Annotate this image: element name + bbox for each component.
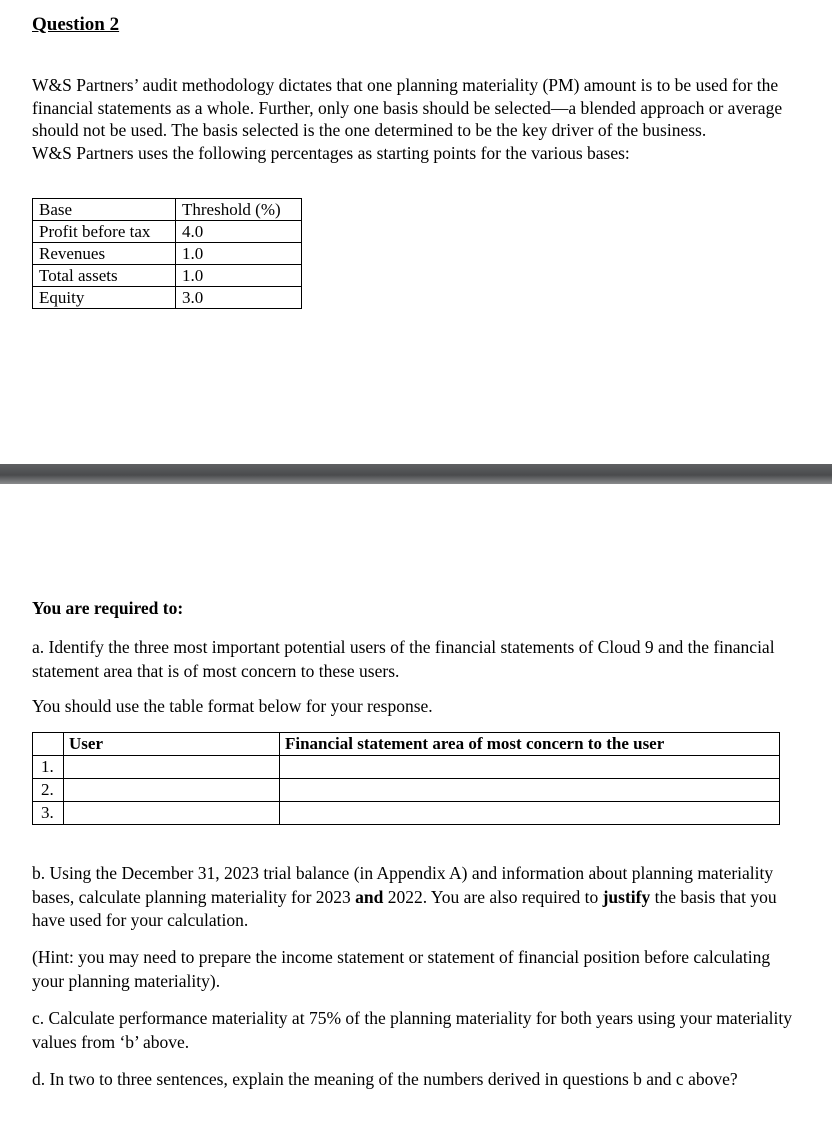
header-threshold: Threshold (%) [176,199,302,221]
table-row [33,756,780,779]
part-b-text-2: 2022. You are also required to [383,886,603,907]
header-fs-area: Financial statement area of most concern to the user [280,733,780,756]
page-divider [0,464,832,484]
intro-text [32,74,792,164]
table-row [33,802,780,825]
table-row [33,243,302,265]
table-row [33,287,302,309]
fs-area-cell[interactable] [280,756,780,779]
part-b-justify: justify [602,886,651,907]
fs-area-cell[interactable] [280,779,780,802]
base-cell: Profit before tax [33,221,176,243]
threshold-cell: 1.0 [176,243,302,265]
user-cell[interactable] [64,802,280,825]
row-number: 3. [33,802,64,825]
table-row [33,779,780,802]
part-a-text: a. Identify the three most important potential users of the financial statements of Cloud 9 and the financial statement area that is of most concern to these users. [32,637,775,681]
row-number: 2. [33,779,64,802]
header-number [33,733,64,756]
header-user: User [64,733,280,756]
part-b-text-1: b. Using the December 31, 2023 trial balance (in Appendix A) and information about planning materiality bases, calculate planning materiality for 2023 [32,863,774,907]
question-title: Question 2 [32,14,120,35]
part-c-text: c. Calculate performance materiality at 75% of the planning materiality for both years using your materiality values from ‘b’ above. [32,1008,793,1052]
table-row [33,221,302,243]
part-d-text: d. In two to three sentences, explain the meaning of the numbers derived in questions b and c above? [32,1069,738,1089]
table-row [33,265,302,287]
user-response-table [32,732,780,825]
part-b-and: and [355,886,384,907]
threshold-table-header [33,199,302,221]
header-base: Base [33,199,176,221]
base-cell: Equity [33,287,176,309]
user-cell[interactable] [64,756,280,779]
row-number: 1. [33,756,64,779]
intro-paragraph-1: W&S Partners’ audit methodology dictates that one planning materiality (PM) amount is to be used for the financial statements as a whole. Further, only one basis should be selected—a blended approach or average should not be used. The basis selected is the one determined to be the key driver of the business. [32,75,783,140]
table-instruction: You should use the table format below for your response. [32,696,433,716]
user-table-header [33,733,780,756]
fs-area-cell[interactable] [280,802,780,825]
part-b-text [32,862,792,933]
base-cell: Revenues [33,243,176,265]
threshold-table [32,198,302,309]
hint-text: (Hint: you may need to prepare the income statement or statement of financial position before calculating your planning materiality). [32,947,771,991]
requirements-heading: You are required to: [32,598,184,618]
part-b-text-3: the basis that you have used for your calculation. [32,886,777,930]
threshold-cell: 4.0 [176,221,302,243]
user-cell[interactable] [64,779,280,802]
intro-paragraph-2: W&S Partners uses the following percentages as starting points for the various bases: [32,142,630,163]
base-cell: Total assets [33,265,176,287]
threshold-cell: 3.0 [176,287,302,309]
threshold-cell: 1.0 [176,265,302,287]
